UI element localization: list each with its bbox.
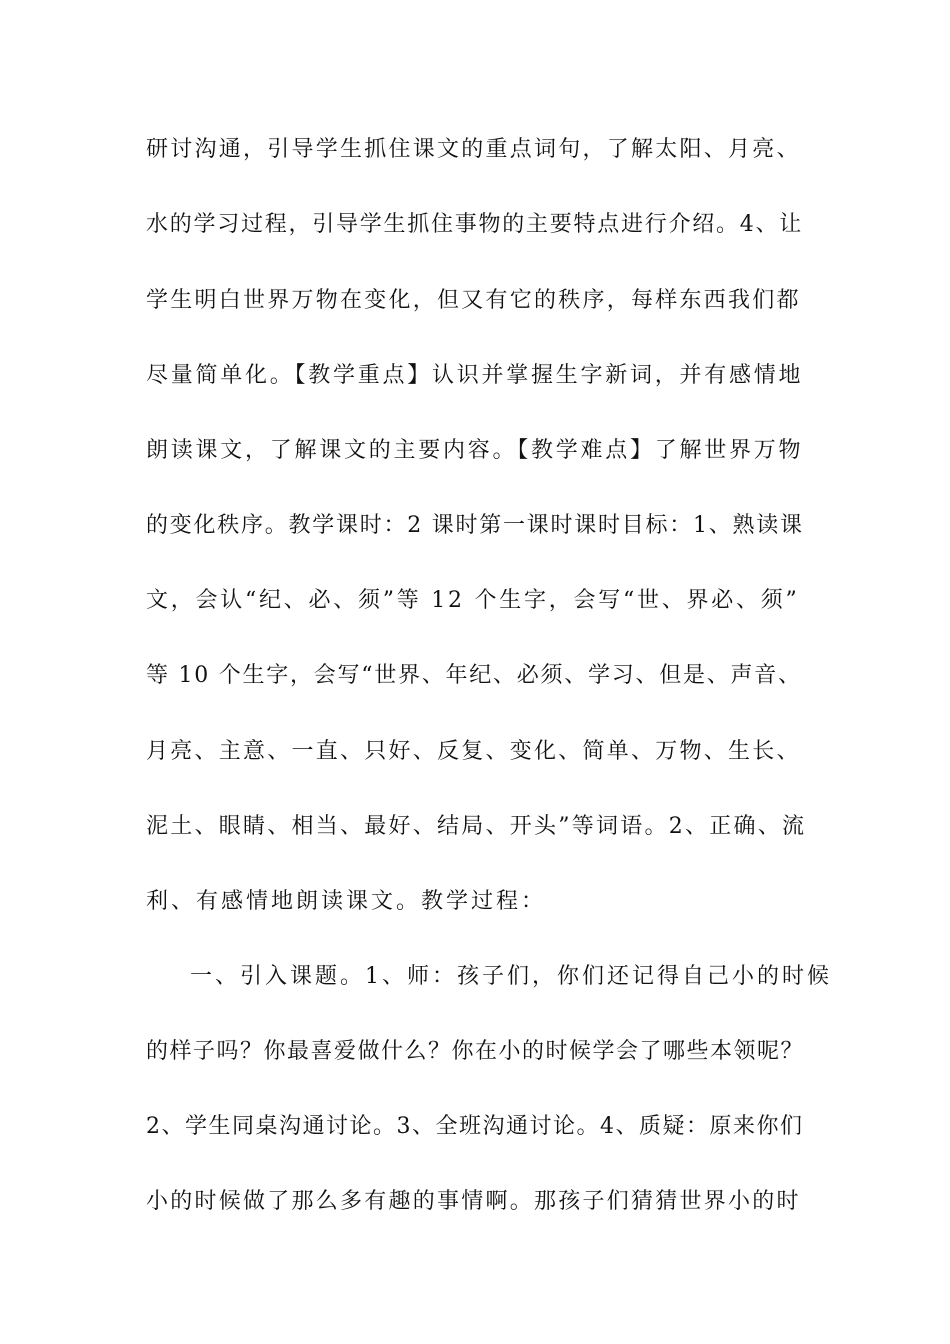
text-line: 水的学习过程，引导学生抓住事物的主要特点进行介绍。4、让 (146, 212, 803, 237)
text-line: 利、有感情地朗读课文。教学过程： (146, 889, 547, 914)
text-line: 朗读课文，了解课文的主要内容。【教学难点】了解世界万物 (146, 438, 804, 463)
text-line: 2、学生同桌沟通讨论。3、全班沟通讨论。4、质疑：原来你们 (146, 1114, 804, 1139)
text-line: 尽量简单化。【教学重点】认识并掌握生字新词，并有感情地 (146, 363, 804, 388)
text-line: 的样子吗？你最喜爱做什么？你在小的时候学会了哪些本领呢？ (146, 1039, 805, 1064)
text-line: 月亮、主意、一直、只好、反复、变化、简单、万物、生长、 (146, 739, 801, 764)
text-line: 泥土、眼睛、相当、最好、结局、开头”等词语。2、正确、流 (146, 814, 807, 839)
text-line: 等 10 个生字，会写“世界、年纪、必须、学习、但是、声音、 (146, 663, 802, 688)
text-line: 小的时候做了那么多有趣的事情啊。那孩子们猜猜世界小的时 (146, 1189, 801, 1214)
text-line: 一、引入课题。1、师：孩子们，你们还记得自己小的时候 (190, 964, 832, 989)
text-line: 学生明白世界万物在变化，但又有它的秩序，每样东西我们都 (146, 288, 801, 313)
text-line: 的变化秩序。教学课时：2 课时第一课时课时目标：1、熟读课 (146, 513, 804, 538)
text-line: 文，会认“纪、必、须”等 12 个生字，会写“世、界必、须” (146, 588, 800, 613)
text-line: 研讨沟通，引导学生抓住课文的重点词句，了解太阳、月亮、 (146, 137, 801, 162)
